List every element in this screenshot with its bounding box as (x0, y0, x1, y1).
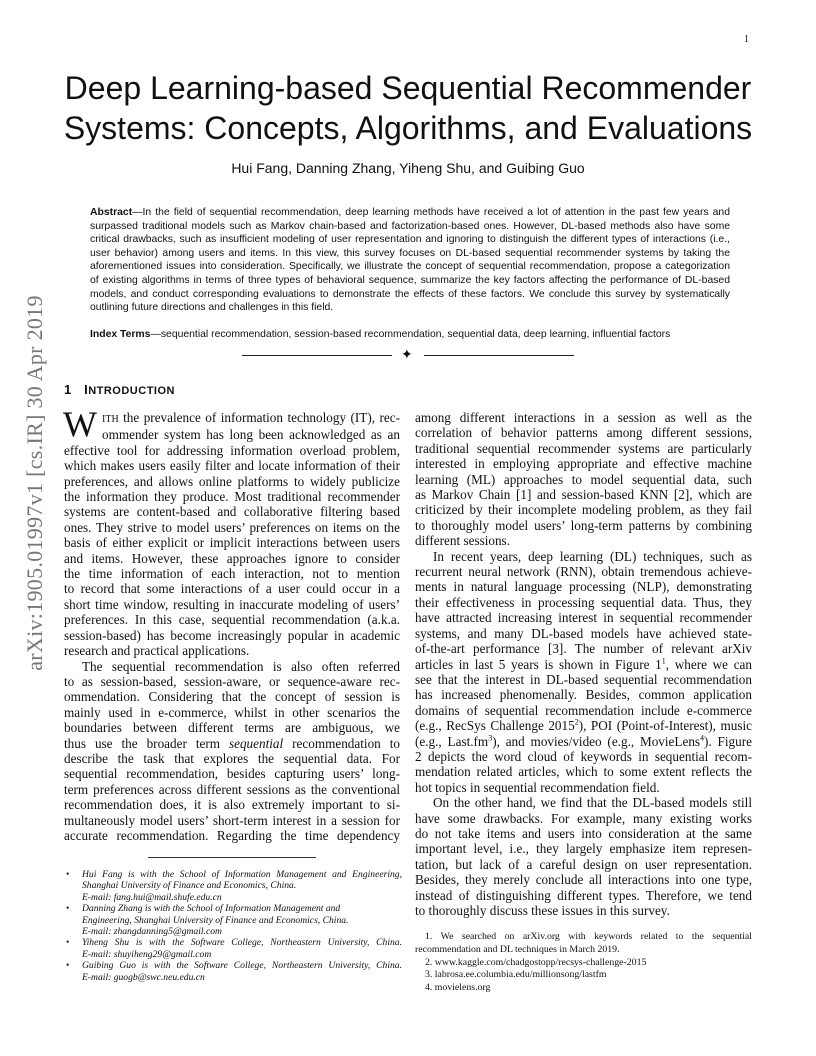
body-line: among different interactions in a session as well as the (415, 410, 752, 425)
abstract-line: user behavior) among users and items. In this view, this survey focuses on DL-based sequential recommender systems by taking the (90, 247, 730, 259)
body-line: preferences. In this case, sequential recommendation (a.k.a. (64, 612, 400, 628)
emphasis: sequential (228, 735, 284, 751)
text: recommendation to (283, 735, 400, 751)
bullet-icon: • (66, 960, 70, 972)
bullet-icon: • (66, 903, 70, 915)
body-line: The sequential recommendation is also often referred (82, 658, 400, 674)
body-line: hot topics in sequential recommendation field. (415, 779, 660, 795)
divider-left (242, 355, 392, 356)
index-terms-text: —sequential recommendation, session-based recommendation, sequential data, deep learning, influential factors (150, 329, 671, 340)
title-line: Systems: Concepts, Algorithms, and Evaluations (63, 110, 753, 146)
body-line: recommendation does, it is also extremely important to si- (64, 797, 400, 813)
body-line: ones. They strive to model users’ preferences on items on the (64, 519, 400, 535)
body-line: tation, but lack of a careful design on user representation. (415, 856, 752, 872)
body-line: important level, i.e., they largely emphasize item represen- (415, 841, 752, 857)
footnotes (415, 931, 752, 995)
body-line: criticized by their incomplete modeling problem, as they fail (415, 502, 752, 518)
body-line (415, 672, 752, 687)
footnote-rule (148, 857, 316, 858)
body-line: On the other hand, we find that the DL-based models still (433, 795, 752, 811)
body-line: preferences, and allows online platforms to widely publicize (64, 473, 400, 489)
body-line (415, 718, 752, 733)
abstract (90, 206, 730, 315)
text: ), and movies/video (e.g., MovieLens (492, 733, 701, 749)
body-line: to as session-based, session-aware, or sequence-aware rec- (64, 673, 400, 689)
footnote-ref[interactable]: 1 (661, 656, 666, 666)
affiliation-line: E-mail: guogb@swc.neu.edu.cn (82, 971, 205, 983)
body-line: basis of either explicit or implicit interactions between users (64, 535, 400, 551)
body-line: ments in natural language processing (NLP), demonstrating (415, 579, 752, 595)
body-line: mainly used in e-commerce, whilst in other scenarios the (64, 704, 400, 720)
body-line: Besides, they merely conclude all interactions into one type, (415, 872, 752, 888)
arxiv-identifier-stamp: arXiv:1905.01997v1 [cs.IR] 30 Apr 2019 (22, 295, 47, 671)
body-line: to thoroughly model users’ long-term patterns by combining (415, 517, 752, 533)
body-line: multaneously model users’ short-term interest in a session for (64, 812, 400, 828)
text: , where we can (665, 656, 752, 672)
body-line: ommender system has long been acknowledged as an (102, 427, 400, 443)
affiliation-item (66, 903, 402, 937)
body-line (415, 657, 752, 672)
text: has increased phenomenally. Besides, common application (415, 687, 752, 703)
section-first-letter: I (84, 382, 89, 397)
body-line: and items. However, these approaches ignore to consider (64, 550, 400, 566)
body-line: the prevalence of information technology (IT), rec- (118, 410, 400, 425)
divider-right (424, 355, 574, 356)
body-line: traditional sequential recommender systems are particularly (415, 440, 752, 456)
body-line (415, 703, 752, 718)
abstract-line: outlining future directions and challenges in this field. (90, 302, 334, 314)
body-line: the information they produce. Most traditional recommender (64, 489, 400, 505)
author-list: Hui Fang, Danning Zhang, Yiheng Shu, and Guibing Guo (231, 160, 585, 176)
body-line: their effectiveness in processing sequential data. Thus, they (415, 594, 752, 610)
divider-diamond-icon: ✦ (401, 347, 413, 363)
body-line: research and practical applications. (64, 643, 250, 659)
right-column (415, 410, 752, 918)
footnote-line: 2. www.kaggle.com/chadgostopp/recsys-challenge-2015 (425, 956, 647, 968)
section-number: 1 (64, 382, 72, 397)
body-line: as Markov Chain [1] and session-based KNN [2], which are (415, 487, 752, 503)
body-line: systems are content-based and collaborative filtering based (64, 504, 400, 520)
footnote-ref[interactable]: 4 (700, 733, 705, 743)
abstract-line: aforementioned issues into consideration. Specifically, we illustrate the concept of sequential recommendation, propose a categorization (90, 261, 730, 273)
body-line: to thoroughly discuss these issues in this survey. (415, 903, 670, 918)
affiliation-line: E-mail: zhangdanning5@gmail.com (82, 926, 222, 938)
body-line: which makes users easily filter and locate information of their (64, 458, 400, 474)
footnote-line: 3. labrosa.ee.columbia.edu/millionsong/lastfm (425, 969, 607, 981)
abstract-line: critical drawbacks, such as insufficient modeling of user representation and ignoring to distinguish the different types of interactions (i.e., (90, 234, 730, 246)
body-line: 2 depicts the word cloud of keywords in sequential recom- (415, 748, 752, 764)
affiliation-line: Yiheng Shu is with the Software College, Northeastern University, China. (82, 937, 402, 949)
body-line: ommendation. Considering that the concept of session is (64, 689, 400, 705)
section-title-rest: NTRODUCTION (88, 385, 175, 397)
text: articles in last 5 years is shown in Figure 1 (415, 656, 662, 672)
affiliation-line: Engineering, Shanghai University of Finance and Economics, China. (82, 914, 349, 926)
text: thus use the broader term (64, 735, 229, 751)
abstract-line: —In the field of sequential recommendation, deep learning methods have received a lot of attention in the past few years and (132, 207, 730, 218)
page-number: 1 (744, 34, 749, 45)
affiliation-line: E-mail: shuyiheng29@gmail.com (82, 948, 212, 960)
affiliation-line: Guibing Guo is with the Software College, Northeastern University, China. (82, 960, 402, 972)
body-line: mendation related articles, which to some extent reflects the (415, 764, 752, 780)
body-line: correlation of behavior patterns among different sessions, (415, 425, 752, 441)
footnote-line: 4. movielens.org (425, 982, 491, 994)
paper-title (30, 68, 786, 148)
footnote-line: recommendation and DL techniques in March 2019. (415, 943, 620, 955)
text: domains of sequential recommendation include e-commerce (415, 702, 752, 718)
body-line: term preferences across different sessions as the conventional (64, 781, 400, 797)
affiliation-line: E-mail: fang.hui@mail.shufe.edu.cn (82, 891, 222, 903)
body-line: do not take items and users into consideration at the same (415, 825, 752, 841)
body-line: instead of distinguishing different types. Therefore, we tend (415, 887, 752, 903)
drop-cap: W (63, 404, 97, 444)
affiliation-line: Danning Zhang is with the School of Information Management and (82, 903, 341, 915)
body-line: short time window, resulting in inaccurate modeling of users’ (64, 596, 400, 612)
index-terms-label: Index Terms (90, 329, 151, 340)
text: (e.g., Last.fm (415, 733, 489, 749)
body-line: session-based) has become increasingly popular in academic (64, 627, 400, 643)
affiliation-line: Shanghai University of Finance and Economics, China. (82, 880, 297, 892)
body-line (415, 687, 752, 702)
body-line: sequential recommendation, besides capturing users’ long- (64, 766, 400, 782)
body-line: have some drawbacks. For example, many existing works (415, 810, 752, 826)
title-line: Deep Learning-based Sequential Recommender (64, 70, 752, 106)
abstract-line: of existing algorithms in terms of three types of behavioral sequence, summarize the key factors affecting the performance of DL-based (90, 274, 730, 286)
bullet-icon: • (66, 869, 70, 880)
body-line (415, 734, 752, 749)
first-word-smallcaps: ITH (102, 414, 119, 425)
body-line: learning (ML) approaches to model sequential data, such (415, 471, 752, 487)
abstract-line: surpassed traditional models such as Markov chain-based and factorization-based ones. However, DL-based methods also have some (90, 220, 730, 232)
text: ). Figure (704, 733, 752, 749)
left-column (63, 404, 400, 843)
section-heading (64, 382, 175, 397)
text: ), POI (Point-of-Interest), music (578, 718, 752, 734)
body-line: boundaries between different terms are ambiguous, we (64, 720, 400, 736)
body-line: have attracted increasing interest in sequential recommender (415, 610, 752, 626)
body-line: of-the-art performance [3]. The number of relevant arXiv (415, 641, 752, 657)
footnote-ref[interactable]: 2 (574, 717, 579, 727)
text: (e.g., RecSys Challenge 2015 (415, 718, 575, 734)
body-line: describe the task that explores the sequential data. For (64, 750, 400, 766)
footnote-line: 1. We searched on arXiv.org with keywords related to the sequential (425, 931, 752, 942)
body-line: accurate recommendation. Regarding the time dependency (64, 827, 400, 843)
text: see that the interest in DL-based sequential recommendation (415, 671, 752, 687)
body-line: recurrent neural network (RNN), obtain tremendous achieve- (415, 564, 752, 580)
author-affiliations (66, 869, 402, 983)
abstract-label: Abstract (90, 207, 133, 218)
abstract-line: models, and conduct corresponding evaluations to demonstrate the effects of these factors. We conclude this survey by systematically (90, 288, 730, 300)
affiliation-line: Hui Fang is with the School of Information Management and Engineering, (82, 869, 402, 880)
body-line: effective tool for addressing information overload problem, (64, 442, 400, 458)
index-terms (90, 328, 730, 342)
body-line: In recent years, deep learning (DL) techniques, such as (433, 548, 752, 564)
body-line: interested in employing appropriate and effective machine (415, 456, 752, 472)
footnote-ref[interactable]: 3 (488, 733, 493, 743)
body-line: different sessions. (415, 533, 510, 549)
affiliation-item (66, 960, 402, 983)
body-line (64, 736, 400, 751)
affiliation-item (66, 869, 402, 903)
body-line: to record that some interactions of a user could occur in a (64, 581, 400, 597)
body-line: systems, and many DL-based models have achieved state- (415, 625, 752, 641)
bullet-icon: • (66, 937, 70, 949)
affiliation-item (66, 937, 402, 960)
body-line: the time information of each interaction, not to mention (64, 566, 400, 582)
